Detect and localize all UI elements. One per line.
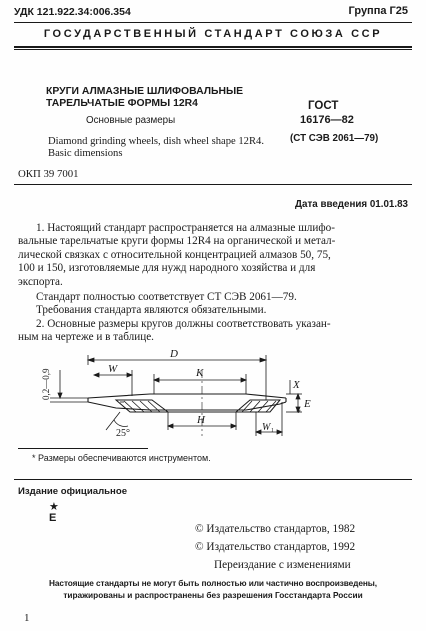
label-W: W [108,363,118,375]
copyright-1982: © Издательство стандартов, 1982 [195,523,356,535]
copyright-1992: © Издательство стандартов, 1992 [195,541,356,553]
group-code: Группа Г25 [348,5,408,17]
label-H: H [197,414,205,426]
p1-line-2: вальные тарельчатые круги формы 12R4 на органической и метал- [18,235,336,248]
letter-mark: Е [49,512,57,524]
label-angle: 25° [116,428,130,439]
title-block-rule [14,184,412,185]
reissue-note: Переиздание с изменениями [214,559,351,571]
p1-line-5: экспорта. [18,275,63,288]
body-paragraph-1 [18,222,410,289]
title-ru-line2: ТАРЕЛЬЧАТЫЕ ФОРМЫ 12R4 [46,98,198,109]
label-K: K [196,367,204,379]
label-E: E [304,398,311,410]
gost-number: 16176—82 [300,114,354,126]
intro-date: Дата введения 01.01.83 [295,199,408,210]
title-ru-sub: Основные размеры [86,115,176,126]
label-D: D [170,350,178,360]
official-rule [14,479,412,480]
star-mark: ★ [49,501,59,513]
header-rule-bottom [14,46,412,48]
gost-cmea: (СТ СЭВ 2061—79) [290,133,379,144]
label-X: X [293,379,300,391]
udk-code: УДК 121.922.34:006.354 [14,6,131,18]
p1-line-3: лической связках с относительной концентрацией алмазов 50, 75, [18,248,331,261]
page-number: 1 [24,612,30,624]
p2-text: Стандарт полностью соответствует СТ СЭВ 2061—79. [36,291,297,303]
title-ru-line1: КРУГИ АЛМАЗНЫЕ ШЛИФОВАЛЬНЫЕ [46,86,244,97]
header-rule-top [14,22,412,23]
gost-label: ГОСТ [308,100,339,112]
label-gap: 0,2—0,9 [41,368,51,400]
footnote-rule [18,448,148,449]
title-en-line1: Diamond grinding wheels, dish wheel shape 12R4. [48,136,264,147]
title-en-line2: Basic dimensions [48,148,123,159]
p4-line-2: ным на чертеже и в таблице. [18,331,154,344]
label-W1: W₁ [262,422,274,433]
footnote: * Размеры обеспечиваются инструментом. [32,453,211,463]
banner-title: ГОСУДАРСТВЕННЫЙ СТАНДАРТ СОЮЗА ССР [43,28,383,40]
reproduction-notice-1: Настоящие стандарты не могут быть полностью или частично воспроизведены, [49,578,377,588]
p1-line-1: 1. Настоящий стандарт распространяется на алмазные шлифо- [36,222,335,234]
p1-line-4: 100 и 150, изготовляемые для нужд народного хозяйства и для [18,262,316,275]
okp-code: ОКП 39 7001 [18,168,79,180]
header-rule-bottom-thin [14,49,412,50]
reproduction-notice-2: тиражированы и распространены без разрешения Госстандарта России [63,590,363,600]
body-paragraph-2 [18,291,410,345]
wheel-drawing [20,350,320,440]
p4-line-1: 2. Основные размеры кругов должны соответствовать указан- [36,317,331,330]
p3-text: Требования стандарта являются обязательными. [36,304,267,317]
official-edition: Издание официальное [18,486,128,497]
label-star: * [296,408,301,419]
